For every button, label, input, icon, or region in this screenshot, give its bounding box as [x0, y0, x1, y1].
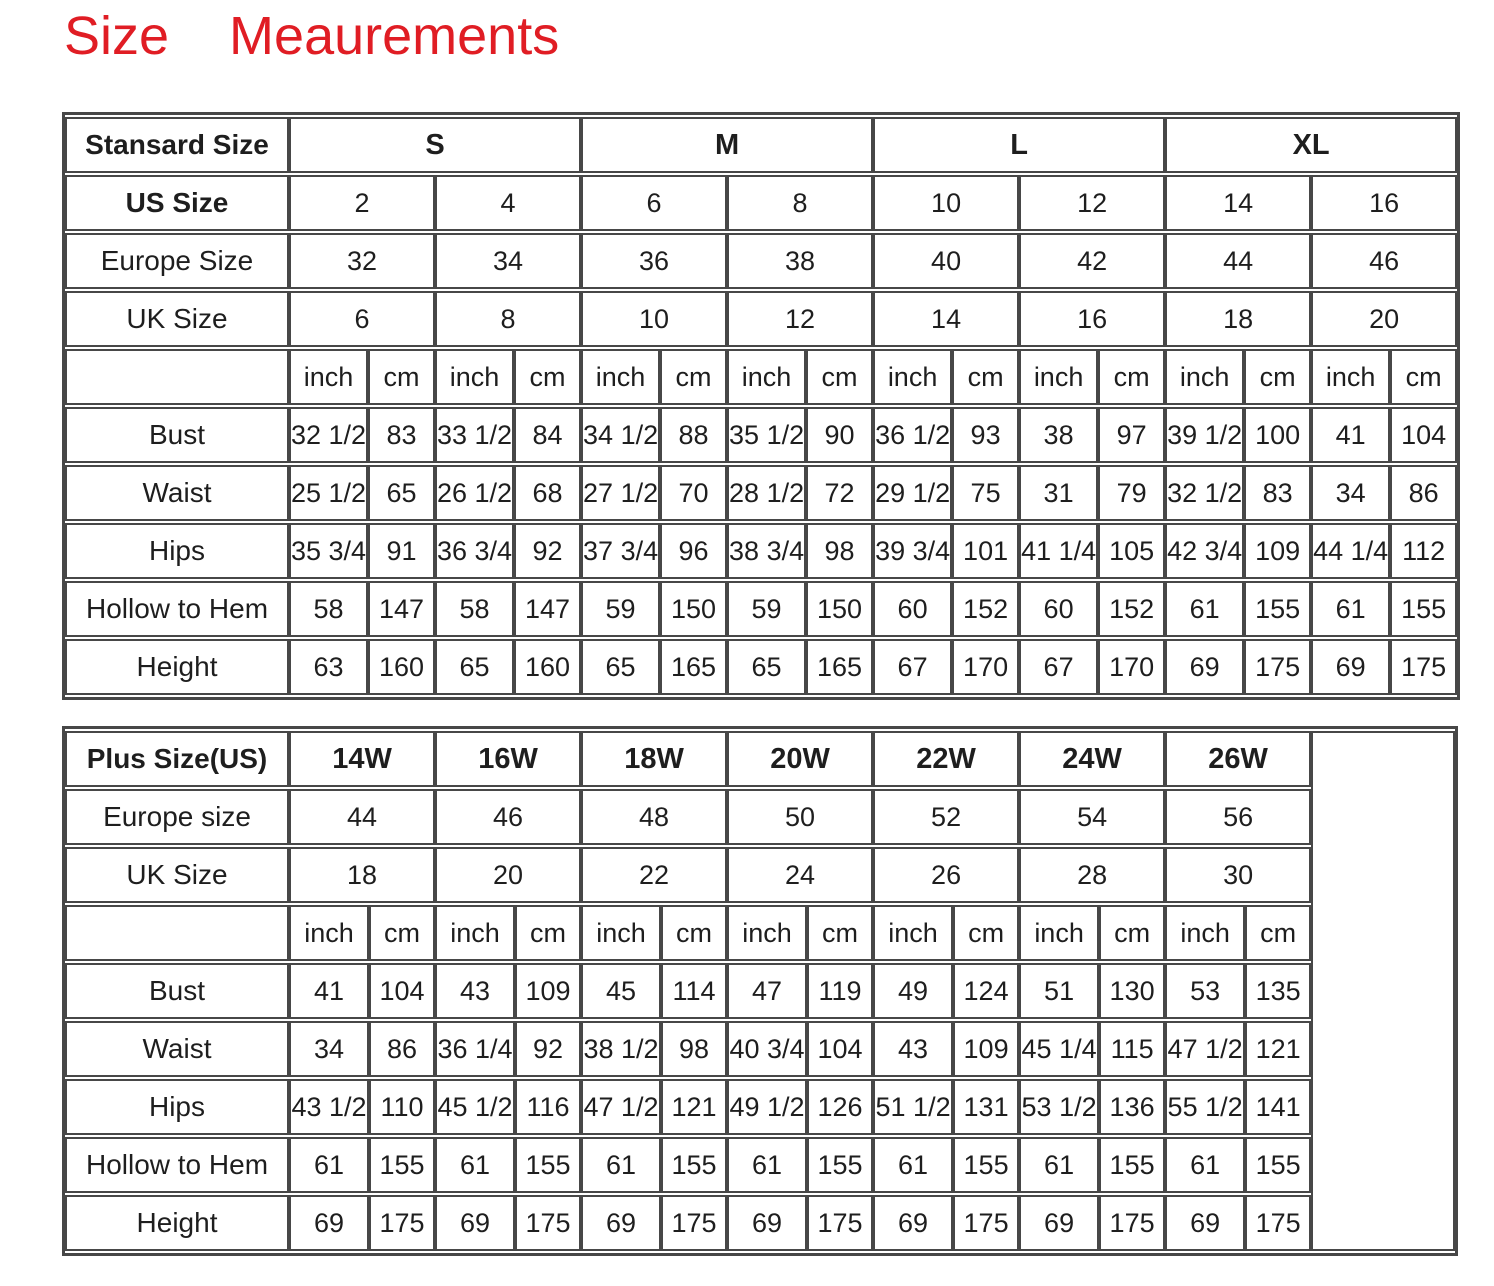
measurement-cell: 152 — [952, 581, 1019, 637]
measurement-cell: 115 — [1099, 1021, 1165, 1077]
uk-size-cell: 10 — [581, 291, 727, 347]
empty-column — [1311, 731, 1455, 1251]
measurement-cell: 92 — [515, 1021, 581, 1077]
measurement-cell: 124 — [953, 963, 1019, 1019]
unit-cell: inch — [1019, 349, 1098, 405]
measurement-cell: 43 — [873, 1021, 953, 1077]
measurement-cell: 155 — [369, 1137, 435, 1193]
unit-cell: cm — [1245, 905, 1311, 961]
measurement-cell: 98 — [661, 1021, 727, 1077]
uk-size-cell: 28 — [1019, 847, 1165, 903]
unit-cell: cm — [1244, 349, 1311, 405]
plus-size-group-header: 24W — [1019, 731, 1165, 787]
measurement-cell: 49 — [873, 963, 953, 1019]
measurement-cell: 155 — [953, 1137, 1019, 1193]
measurement-cell: 39 1/2 — [1165, 407, 1244, 463]
measurement-cell: 41 — [1311, 407, 1390, 463]
unit-cell: cm — [953, 905, 1019, 961]
measurement-row-waist — [65, 465, 1457, 521]
unit-cell: inch — [435, 349, 514, 405]
uk-size-cell: 24 — [727, 847, 873, 903]
measurement-cell: 53 1/2 — [1019, 1079, 1099, 1135]
row-label-bust: Bust — [65, 407, 289, 463]
measurement-cell: 61 — [581, 1137, 661, 1193]
measurement-cell: 65 — [727, 639, 806, 695]
measurement-cell: 28 1/2 — [727, 465, 806, 521]
plus-size-group-header: 14W — [289, 731, 435, 787]
standard-size-table — [62, 112, 1460, 700]
blank-corner-cell — [65, 349, 289, 405]
measurement-cell: 69 — [1311, 639, 1390, 695]
measurement-cell: 109 — [515, 963, 581, 1019]
size-group-row — [65, 117, 1457, 173]
measurement-cell: 25 1/2 — [289, 465, 368, 521]
measurement-cell: 35 1/2 — [727, 407, 806, 463]
measurement-cell: 65 — [368, 465, 435, 521]
measurement-cell: 61 — [1311, 581, 1390, 637]
measurement-cell: 131 — [953, 1079, 1019, 1135]
unit-cell: cm — [661, 905, 727, 961]
measurement-cell: 155 — [1099, 1137, 1165, 1193]
uk-size-cell: 18 — [289, 847, 435, 903]
measurement-cell: 165 — [806, 639, 873, 695]
measurement-cell: 119 — [807, 963, 873, 1019]
measurement-cell: 112 — [1390, 523, 1457, 579]
measurement-cell: 175 — [1245, 1195, 1311, 1251]
measurement-cell: 61 — [1165, 581, 1244, 637]
plus-size-group-header: 20W — [727, 731, 873, 787]
us-size-cell: 10 — [873, 175, 1019, 231]
measurement-cell: 61 — [1165, 1137, 1245, 1193]
unit-cell: inch — [873, 349, 952, 405]
measurement-cell: 32 1/2 — [289, 407, 368, 463]
measurement-cell: 150 — [806, 581, 873, 637]
measurement-row-height — [65, 639, 1457, 695]
measurement-cell: 45 — [581, 963, 661, 1019]
us-size-row — [65, 175, 1457, 231]
measurement-cell: 175 — [953, 1195, 1019, 1251]
measurement-cell: 88 — [660, 407, 727, 463]
measurement-cell: 175 — [661, 1195, 727, 1251]
unit-cell: cm — [806, 349, 873, 405]
row-label-uk-size: UK Size — [65, 291, 289, 347]
measurement-cell: 98 — [806, 523, 873, 579]
measurement-cell: 155 — [1390, 581, 1457, 637]
measurement-cell: 135 — [1245, 963, 1311, 1019]
measurement-cell: 47 1/2 — [1165, 1021, 1245, 1077]
uk-size-row — [65, 291, 1457, 347]
row-label-hollow-to-hem: Hollow to Hem — [65, 581, 289, 637]
measurement-cell: 104 — [807, 1021, 873, 1077]
measurement-cell: 114 — [661, 963, 727, 1019]
measurement-cell: 141 — [1245, 1079, 1311, 1135]
unit-cell: inch — [1311, 349, 1390, 405]
plus-size-table — [62, 726, 1458, 1256]
measurement-cell: 70 — [660, 465, 727, 521]
unit-cell: inch — [581, 349, 660, 405]
measurement-cell: 53 — [1165, 963, 1245, 1019]
unit-cell: cm — [1099, 905, 1165, 961]
us-size-cell: 6 — [581, 175, 727, 231]
measurement-cell: 27 1/2 — [581, 465, 660, 521]
measurement-cell: 160 — [514, 639, 581, 695]
measurement-cell: 79 — [1098, 465, 1165, 521]
measurement-row-hollow — [65, 581, 1457, 637]
uk-size-cell: 12 — [727, 291, 873, 347]
blank-corner-cell — [65, 905, 289, 961]
us-size-cell: 14 — [1165, 175, 1311, 231]
europe-size-cell: 48 — [581, 789, 727, 845]
uk-size-cell: 16 — [1019, 291, 1165, 347]
europe-size-cell: 52 — [873, 789, 1019, 845]
measurement-cell: 121 — [1245, 1021, 1311, 1077]
measurement-cell: 42 3/4 — [1165, 523, 1244, 579]
measurement-cell: 59 — [727, 581, 806, 637]
measurement-cell: 61 — [1019, 1137, 1099, 1193]
measurement-cell: 160 — [368, 639, 435, 695]
measurement-cell: 58 — [435, 581, 514, 637]
measurement-cell: 147 — [514, 581, 581, 637]
measurement-cell: 43 — [435, 963, 515, 1019]
measurement-cell: 101 — [952, 523, 1019, 579]
europe-size-cell: 32 — [289, 233, 435, 289]
measurement-cell: 47 — [727, 963, 807, 1019]
corner-label: Stansard Size — [65, 117, 289, 173]
measurement-cell: 175 — [1390, 639, 1457, 695]
measurement-cell: 61 — [727, 1137, 807, 1193]
uk-size-cell: 18 — [1165, 291, 1311, 347]
unit-cell: cm — [1390, 349, 1457, 405]
europe-size-row — [65, 789, 1455, 845]
europe-size-row — [65, 233, 1457, 289]
europe-size-cell: 44 — [289, 789, 435, 845]
measurement-cell: 69 — [435, 1195, 515, 1251]
measurement-cell: 104 — [369, 963, 435, 1019]
measurement-cell: 61 — [289, 1137, 369, 1193]
measurement-row-hips — [65, 523, 1457, 579]
measurement-cell: 35 3/4 — [289, 523, 368, 579]
measurement-cell: 69 — [1165, 639, 1244, 695]
size-group-row — [65, 731, 1455, 787]
measurement-cell: 33 1/2 — [435, 407, 514, 463]
measurement-cell: 69 — [727, 1195, 807, 1251]
europe-size-cell: 46 — [1311, 233, 1457, 289]
measurement-cell: 152 — [1098, 581, 1165, 637]
measurement-row-bust — [65, 407, 1457, 463]
europe-size-cell: 36 — [581, 233, 727, 289]
measurement-cell: 65 — [581, 639, 660, 695]
measurement-cell: 175 — [1099, 1195, 1165, 1251]
measurement-cell: 41 — [289, 963, 369, 1019]
unit-cell: inch — [1165, 349, 1244, 405]
measurement-row-waist — [65, 1021, 1455, 1077]
measurement-row-hollow — [65, 1137, 1455, 1193]
europe-size-cell: 40 — [873, 233, 1019, 289]
measurement-cell: 170 — [1098, 639, 1165, 695]
measurement-cell: 86 — [1390, 465, 1457, 521]
measurement-cell: 36 3/4 — [435, 523, 514, 579]
measurement-cell: 43 1/2 — [289, 1079, 369, 1135]
measurement-cell: 49 1/2 — [727, 1079, 807, 1135]
measurement-cell: 92 — [514, 523, 581, 579]
measurement-cell: 147 — [368, 581, 435, 637]
plus-size-group-header: 26W — [1165, 731, 1311, 787]
unit-cell: inch — [581, 905, 661, 961]
measurement-cell: 36 1/2 — [873, 407, 952, 463]
uk-size-cell: 14 — [873, 291, 1019, 347]
measurement-cell: 175 — [515, 1195, 581, 1251]
size-group-header: L — [873, 117, 1165, 173]
measurement-cell: 59 — [581, 581, 660, 637]
measurement-cell: 69 — [873, 1195, 953, 1251]
measurement-cell: 36 1/4 — [435, 1021, 515, 1077]
unit-cell: cm — [369, 905, 435, 961]
measurement-cell: 45 1/4 — [1019, 1021, 1099, 1077]
europe-size-cell: 44 — [1165, 233, 1311, 289]
measurement-cell: 155 — [515, 1137, 581, 1193]
europe-size-cell: 50 — [727, 789, 873, 845]
measurement-cell: 63 — [289, 639, 368, 695]
unit-cell: inch — [289, 905, 369, 961]
measurement-cell: 96 — [660, 523, 727, 579]
measurement-cell: 155 — [807, 1137, 873, 1193]
measurement-cell: 110 — [369, 1079, 435, 1135]
measurement-cell: 60 — [1019, 581, 1098, 637]
measurement-cell: 34 1/2 — [581, 407, 660, 463]
row-label-hollow-to-hem: Hollow to Hem — [65, 1137, 289, 1193]
measurement-cell: 34 — [1311, 465, 1390, 521]
unit-row — [65, 349, 1457, 405]
unit-cell: inch — [727, 905, 807, 961]
measurement-cell: 44 1/4 — [1311, 523, 1390, 579]
unit-row — [65, 905, 1455, 961]
unit-cell: cm — [952, 349, 1019, 405]
row-label-europe-size: Europe Size — [65, 233, 289, 289]
unit-cell: inch — [873, 905, 953, 961]
uk-size-cell: 6 — [289, 291, 435, 347]
uk-size-cell: 20 — [435, 847, 581, 903]
measurement-cell: 100 — [1244, 407, 1311, 463]
plus-size-group-header: 18W — [581, 731, 727, 787]
measurement-row-hips — [65, 1079, 1455, 1135]
row-label-bust: Bust — [65, 963, 289, 1019]
measurement-cell: 31 — [1019, 465, 1098, 521]
plus-size-group-header: 22W — [873, 731, 1019, 787]
size-group-header: S — [289, 117, 581, 173]
measurement-cell: 83 — [1244, 465, 1311, 521]
measurement-cell: 75 — [952, 465, 1019, 521]
unit-cell: cm — [807, 905, 873, 961]
unit-cell: inch — [1019, 905, 1099, 961]
europe-size-cell: 54 — [1019, 789, 1165, 845]
measurement-cell: 116 — [515, 1079, 581, 1135]
row-label-uk-size: UK Size — [65, 847, 289, 903]
row-label-hips: Hips — [65, 1079, 289, 1135]
measurement-row-bust — [65, 963, 1455, 1019]
unit-cell: cm — [515, 905, 581, 961]
measurement-cell: 34 — [289, 1021, 369, 1077]
measurement-row-height — [65, 1195, 1455, 1251]
measurement-cell: 40 3/4 — [727, 1021, 807, 1077]
measurement-cell: 69 — [289, 1195, 369, 1251]
measurement-cell: 65 — [435, 639, 514, 695]
measurement-cell: 72 — [806, 465, 873, 521]
measurement-cell: 175 — [807, 1195, 873, 1251]
measurement-cell: 165 — [660, 639, 727, 695]
uk-size-cell: 26 — [873, 847, 1019, 903]
measurement-cell: 86 — [369, 1021, 435, 1077]
measurement-cell: 83 — [368, 407, 435, 463]
europe-size-cell: 38 — [727, 233, 873, 289]
measurement-cell: 45 1/2 — [435, 1079, 515, 1135]
measurement-cell: 109 — [953, 1021, 1019, 1077]
unit-cell: cm — [368, 349, 435, 405]
corner-label: Plus Size(US) — [65, 731, 289, 787]
measurement-cell: 47 1/2 — [581, 1079, 661, 1135]
measurement-cell: 155 — [661, 1137, 727, 1193]
measurement-cell: 29 1/2 — [873, 465, 952, 521]
measurement-cell: 37 3/4 — [581, 523, 660, 579]
size-group-header: XL — [1165, 117, 1457, 173]
measurement-cell: 55 1/2 — [1165, 1079, 1245, 1135]
row-label-us-size: US Size — [65, 175, 289, 231]
measurement-cell: 90 — [806, 407, 873, 463]
page-title: Size Meaurements — [64, 6, 560, 66]
us-size-cell: 8 — [727, 175, 873, 231]
europe-size-cell: 46 — [435, 789, 581, 845]
measurement-cell: 155 — [1244, 581, 1311, 637]
measurement-cell: 38 3/4 — [727, 523, 806, 579]
measurement-cell: 121 — [661, 1079, 727, 1135]
europe-size-cell: 34 — [435, 233, 581, 289]
measurement-cell: 26 1/2 — [435, 465, 514, 521]
uk-size-cell: 20 — [1311, 291, 1457, 347]
us-size-cell: 4 — [435, 175, 581, 231]
unit-cell: inch — [727, 349, 806, 405]
measurement-cell: 69 — [1165, 1195, 1245, 1251]
measurement-cell: 67 — [1019, 639, 1098, 695]
measurement-cell: 170 — [952, 639, 1019, 695]
measurement-cell: 38 — [1019, 407, 1098, 463]
us-size-cell: 16 — [1311, 175, 1457, 231]
unit-cell: cm — [1098, 349, 1165, 405]
measurement-cell: 130 — [1099, 963, 1165, 1019]
measurement-cell: 32 1/2 — [1165, 465, 1244, 521]
uk-size-cell: 30 — [1165, 847, 1311, 903]
europe-size-cell: 42 — [1019, 233, 1165, 289]
measurement-cell: 175 — [369, 1195, 435, 1251]
measurement-cell: 150 — [660, 581, 727, 637]
measurement-cell: 105 — [1098, 523, 1165, 579]
measurement-cell: 38 1/2 — [581, 1021, 661, 1077]
measurement-cell: 51 1/2 — [873, 1079, 953, 1135]
unit-cell: cm — [514, 349, 581, 405]
row-label-hips: Hips — [65, 523, 289, 579]
measurement-cell: 104 — [1390, 407, 1457, 463]
size-group-header: M — [581, 117, 873, 173]
unit-cell: inch — [435, 905, 515, 961]
row-label-height: Height — [65, 1195, 289, 1251]
row-label-waist: Waist — [65, 1021, 289, 1077]
row-label-waist: Waist — [65, 465, 289, 521]
row-label-europe-size: Europe size — [65, 789, 289, 845]
measurement-cell: 39 3/4 — [873, 523, 952, 579]
uk-size-row — [65, 847, 1455, 903]
measurement-cell: 61 — [873, 1137, 953, 1193]
us-size-cell: 2 — [289, 175, 435, 231]
measurement-cell: 67 — [873, 639, 952, 695]
us-size-cell: 12 — [1019, 175, 1165, 231]
measurement-cell: 69 — [1019, 1195, 1099, 1251]
measurement-cell: 84 — [514, 407, 581, 463]
measurement-cell: 51 — [1019, 963, 1099, 1019]
measurement-cell: 69 — [581, 1195, 661, 1251]
uk-size-cell: 22 — [581, 847, 727, 903]
measurement-cell: 97 — [1098, 407, 1165, 463]
row-label-height: Height — [65, 639, 289, 695]
unit-cell: inch — [1165, 905, 1245, 961]
measurement-cell: 155 — [1245, 1137, 1311, 1193]
measurement-cell: 175 — [1244, 639, 1311, 695]
uk-size-cell: 8 — [435, 291, 581, 347]
europe-size-cell: 56 — [1165, 789, 1311, 845]
measurement-cell: 109 — [1244, 523, 1311, 579]
measurement-cell: 136 — [1099, 1079, 1165, 1135]
measurement-cell: 93 — [952, 407, 1019, 463]
measurement-cell: 68 — [514, 465, 581, 521]
measurement-cell: 60 — [873, 581, 952, 637]
measurement-cell: 41 1/4 — [1019, 523, 1098, 579]
unit-cell: cm — [660, 349, 727, 405]
plus-size-group-header: 16W — [435, 731, 581, 787]
unit-cell: inch — [289, 349, 368, 405]
measurement-cell: 91 — [368, 523, 435, 579]
measurement-cell: 126 — [807, 1079, 873, 1135]
measurement-cell: 61 — [435, 1137, 515, 1193]
measurement-cell: 58 — [289, 581, 368, 637]
